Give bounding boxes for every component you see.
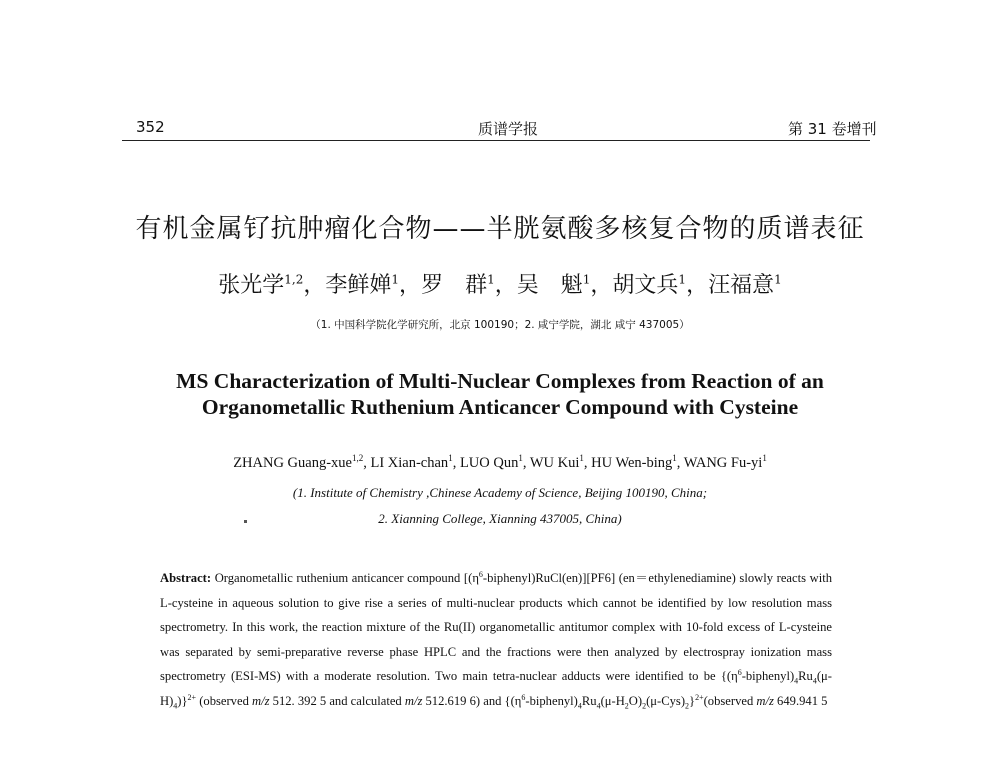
- author-affiliation-mark: 1: [762, 453, 767, 463]
- chinese-title: 有机金属钌抗肿瘤化合物——半胱氨酸多核复合物的质谱表征: [135, 214, 865, 244]
- abstract-text: }: [689, 693, 696, 708]
- sup: 2+: [187, 692, 197, 702]
- sub: 4: [794, 676, 799, 686]
- mz-label: m/z: [404, 693, 423, 708]
- sup: 6: [478, 569, 483, 579]
- sup: 6: [521, 692, 526, 702]
- journal-name: 质谱学报: [478, 120, 539, 138]
- en-author-0: [233, 455, 363, 471]
- english-title: [0, 368, 1000, 420]
- author-affiliation-mark: 1: [518, 453, 523, 463]
- abstract: [160, 566, 832, 714]
- english-title-line1: MS Characterization of Multi-Nuclear Complexes from Reaction of an: [176, 369, 824, 393]
- english-title-line2: Organometallic Ruthenium Anticancer Compound with Cysteine: [201, 395, 799, 419]
- chinese-affiliation: （1. 中国科学院化学研究所，北京 100190；2. 咸宁学院，湖北 咸宁 437005）: [310, 319, 690, 331]
- abstract-text: 512. 392 5 and calculated: [269, 693, 405, 708]
- sub: 2: [624, 701, 629, 711]
- sub: 4: [812, 676, 817, 686]
- cn-author-1: [325, 273, 399, 298]
- author-name: LUO Qun: [459, 454, 519, 471]
- author-name: WU Kui: [529, 454, 580, 471]
- english-affiliation-1: (1. Institute of Chemistry ,Chinese Academy of Science, Beijing 100190, China;: [292, 485, 708, 500]
- author-affiliation-mark: 1: [678, 272, 687, 287]
- english-affiliation-2: 2. Xianning College, Xianning 437005, China): [378, 511, 622, 526]
- abstract-text: (μ-Cys): [646, 693, 686, 708]
- cn-author-3: [517, 273, 591, 298]
- en-author-2: [460, 455, 523, 471]
- sup: 6: [737, 668, 742, 678]
- en-author-3: [530, 455, 584, 471]
- author-name: 胡文兵: [612, 273, 679, 298]
- abstract-text: 649.941 5: [773, 693, 828, 708]
- author-affiliation-mark: 1: [487, 272, 495, 287]
- author-name: LI Xian-chan: [370, 454, 449, 471]
- author-name: 张光学: [218, 273, 285, 298]
- abstract-label: Abstract:: [160, 571, 212, 585]
- english-authors: ZHANG Guang-xue$^{1,2}$, LI Xian-chan$^1$, LUO Qun$^1$, WU Kui$^1$, HU Wen-bing$^1$, WANG $Fu-yi^1$: [233, 453, 767, 471]
- page-number: 352: [136, 118, 165, 136]
- abstract-text: (μ-H): [160, 669, 832, 708]
- author-affiliation-mark: 1: [448, 453, 453, 463]
- abstract-text: 512.619 6) and {(η: [422, 693, 522, 708]
- cn-author-4: [612, 273, 686, 298]
- abstract-text: Organometallic ruthenium anticancer compound [(η: [214, 571, 479, 585]
- abstract-text: (μ-H: [600, 693, 625, 708]
- cn-author-0: [218, 273, 303, 298]
- sub: 4: [577, 701, 582, 711]
- abstract-text: -biphenyl)RuCl(en)][PF6] (en＝ethylenediamine) slowly reacts with L-cysteine in aqueous solution to give rise a series of multi-nuclear products which cannot be identified by low resolution mass spectrometry. In this work, the reaction mixture of the Ru(II) organometallic antitumor complex with 10-fold excess of L-cysteine was separated by semi-preparative reverse phase HPLC and the fractions were then analyzed by electrospray ionization mass spectrometry (ESI-MS) with a moderate resolution. Two main tetra-nuclear adducts were identified to be {(η: [160, 571, 832, 684]
- mz-label: m/z: [252, 693, 270, 708]
- author-affiliation-mark: 1: [391, 272, 400, 287]
- sub: 2: [642, 701, 647, 711]
- sub: 2: [685, 701, 690, 711]
- chinese-authors: 张光学$^{1,2}$，李鲜婵$^1$，罗 群$^1$，吴 魁$^1$，胡文兵$^1$，汪福意$^1$: [218, 272, 782, 298]
- volume-label: 第 31 卷增刊: [788, 120, 877, 138]
- sub: 4: [173, 701, 178, 711]
- abstract-text: (observed: [703, 693, 757, 708]
- author-affiliation-mark: 1: [672, 453, 677, 463]
- abstract-text: O): [628, 693, 643, 708]
- author-affiliation-mark: 1,2: [284, 272, 304, 287]
- author-name: WANG Fu-yi: [683, 454, 763, 471]
- author-affiliation-mark: 1,2: [351, 453, 364, 463]
- author-affiliation-mark: 1: [579, 453, 584, 463]
- author-name: 吴 魁: [516, 273, 583, 298]
- cn-author-2: [421, 273, 495, 298]
- abstract-text: -biphenyl): [741, 669, 795, 684]
- abstract-text: -biphenyl): [525, 693, 578, 708]
- author-name: 罗 群: [421, 273, 488, 298]
- author-name: 李鲜婵: [325, 273, 392, 298]
- author-name: 汪福意: [708, 273, 775, 298]
- abstract-text: Ru: [581, 693, 597, 708]
- abstract-text: (observed: [196, 693, 253, 708]
- header-rule: [122, 140, 870, 141]
- author-affiliation-mark: 1: [582, 272, 591, 287]
- author-affiliation-mark: 1: [774, 272, 782, 287]
- en-author-4: [591, 455, 677, 471]
- sup: 2+: [695, 692, 704, 702]
- abstract-text: )}: [177, 693, 188, 708]
- cn-author-5: [708, 273, 782, 298]
- abstract-text: Ru: [798, 669, 813, 684]
- sub: 4: [596, 701, 601, 711]
- author-name: ZHANG Guang-xue: [233, 454, 352, 471]
- author-name: HU Wen-bing: [591, 454, 673, 471]
- mz-label: m/z: [756, 693, 774, 708]
- en-author-5: [684, 455, 767, 471]
- en-author-1: [370, 455, 452, 471]
